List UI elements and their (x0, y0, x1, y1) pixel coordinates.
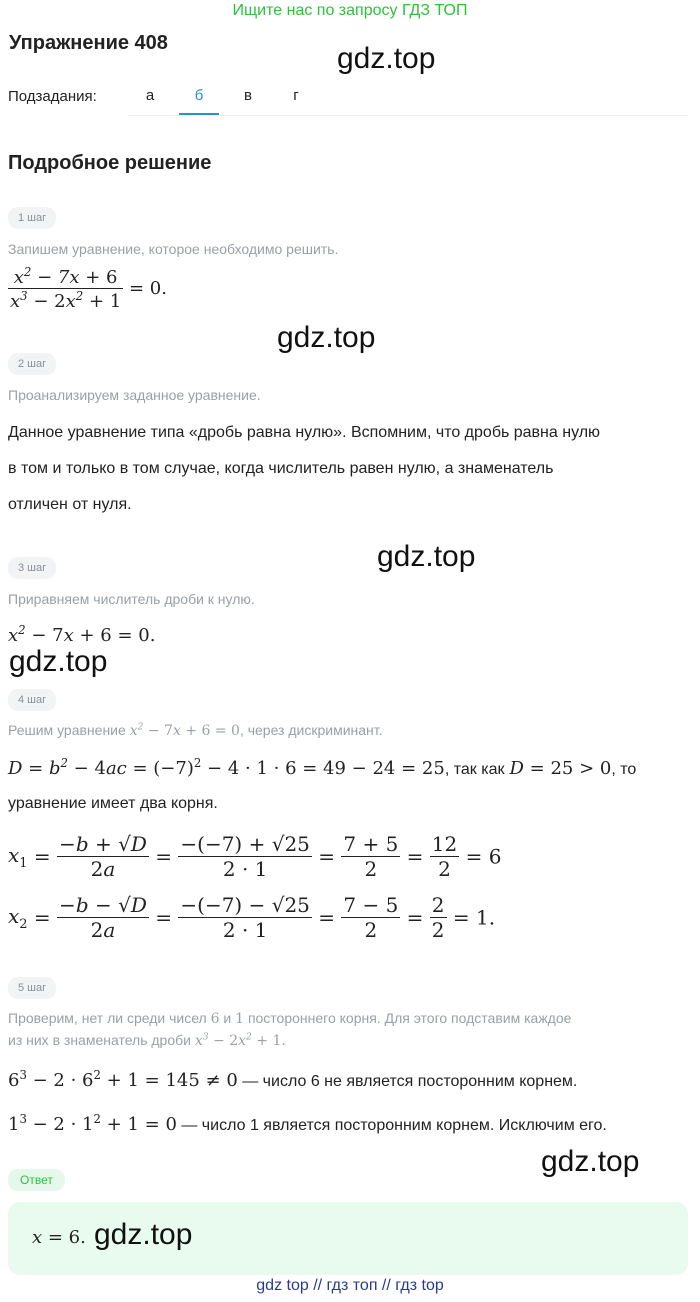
section-title: Подробное решение (8, 152, 212, 174)
check-line: $6^3 - 2 \cdot 6^2 + 1 = 145 \ne 0$ — число 6 не является посторонним корнем. (8, 1068, 578, 1091)
step-hint: Проанализируем заданное уравнение. (8, 387, 261, 403)
discriminant-line: $D = b^2 - 4ac = (-7)^2 - 4 \cdot 1 \cdot 6 = 49 - 24 = 25$, так как D = 25 > 0, то (8, 756, 637, 779)
step-text-line: уравнение имеет два корня. (8, 795, 218, 812)
step-text: , так как (444, 761, 505, 778)
step-text: , то (611, 761, 637, 778)
step-badge: 2 шаг (8, 353, 56, 375)
footer-links: gdz top // гдз топ // гдз top (256, 1277, 444, 1294)
answer-badge: Ответ (8, 1169, 65, 1191)
watermark: gdz.top (337, 42, 436, 75)
subtasks-label: Подзадания: (8, 88, 97, 105)
step-badge: 5 шаг (8, 977, 56, 999)
exercise-title: Упражнение 408 (9, 32, 168, 54)
check-line: $1^3 - 2 \cdot 1^2 + 1 = 0$ — число 1 является посторонним корнем. Исключим его. (8, 1112, 607, 1135)
subtask-tab-v[interactable]: в (244, 87, 252, 104)
step-hint: Приравняем числитель дроби к нулю. (8, 591, 255, 607)
answer-value: x = 6. (32, 1227, 86, 1248)
step-hint: Запишем уравнение, которое необходимо решить. (8, 241, 339, 257)
hint-text: , через дискриминант. (239, 722, 383, 738)
equation: $\frac{x^2 - 7x + 6}{x^3 - 2x^2 + 1}$ = 0. (10, 265, 167, 312)
subtask-tab-g[interactable]: г (293, 87, 299, 104)
hint-text: Решим уравнение (8, 722, 126, 738)
watermark: gdz.top (277, 321, 376, 354)
step-badge: 4 шаг (8, 689, 56, 711)
active-tab-indicator (179, 113, 219, 115)
watermark: gdz.top (541, 1145, 640, 1178)
root-x2-equation: $x_2$ = $\frac{-b - √D}{2a}$ = $\frac{-(-7) - √25}{2 \cdot 1}$ = $\frac{7 - 5}{2}$ = $\frac{2}{2}$ = 1. (8, 893, 496, 942)
subtask-tab-a[interactable]: а (145, 87, 155, 104)
answer-box (8, 1202, 688, 1275)
step-text-line: отличен от нуля. (8, 496, 132, 513)
check-text: — число 6 не является посторонним корнем. (242, 1073, 578, 1090)
watermark: gdz.top (9, 645, 108, 678)
search-hint-banner: Ищите нас по запросу ГДЗ ТОП (232, 2, 468, 19)
step-badge: 3 шаг (8, 557, 56, 579)
step-badge: 1 шаг (8, 207, 56, 229)
step-hint: Решим уравнение $x^2 - 7x + 6 = 0$, через дискриминант. (8, 722, 383, 739)
watermark: gdz.top (377, 540, 476, 573)
step-hint: Проверим, нет ли среди чисел 6 и 1 постороннего корня. Для этого подставим каждое (8, 1010, 572, 1027)
subtask-tabs (128, 79, 688, 116)
step-text-line: Данное уравнение типа «дробь равна нулю». Вспомним, что дробь равна нулю (8, 424, 601, 441)
step-hint: из них в знаменатель дроби $x^3 - 2x^2 + 1$. (8, 1032, 286, 1049)
root-x1-equation: $x_1$ = $\frac{-b + √D}{2a}$ = $\frac{-(-7) + √25}{2 \cdot 1}$ = $\frac{7 + 5}{2}$ = $\frac{12}{2}$ = 6 (8, 832, 502, 881)
equation: $x^2 - 7x + 6 = 0$. (8, 623, 156, 646)
fraction: $\frac{x^2 - 7x + 6}{x^3 - 2x^2 + 1}$ (10, 265, 122, 312)
watermark: gdz.top (94, 1218, 193, 1251)
subtask-tab-b[interactable]: б (194, 87, 204, 104)
step-text-line: в том и только в том случае, когда числитель равен нулю, а знаменатель (8, 460, 554, 477)
check-text: — число 1 является посторонним корнем. Исключим его. (181, 1117, 607, 1134)
